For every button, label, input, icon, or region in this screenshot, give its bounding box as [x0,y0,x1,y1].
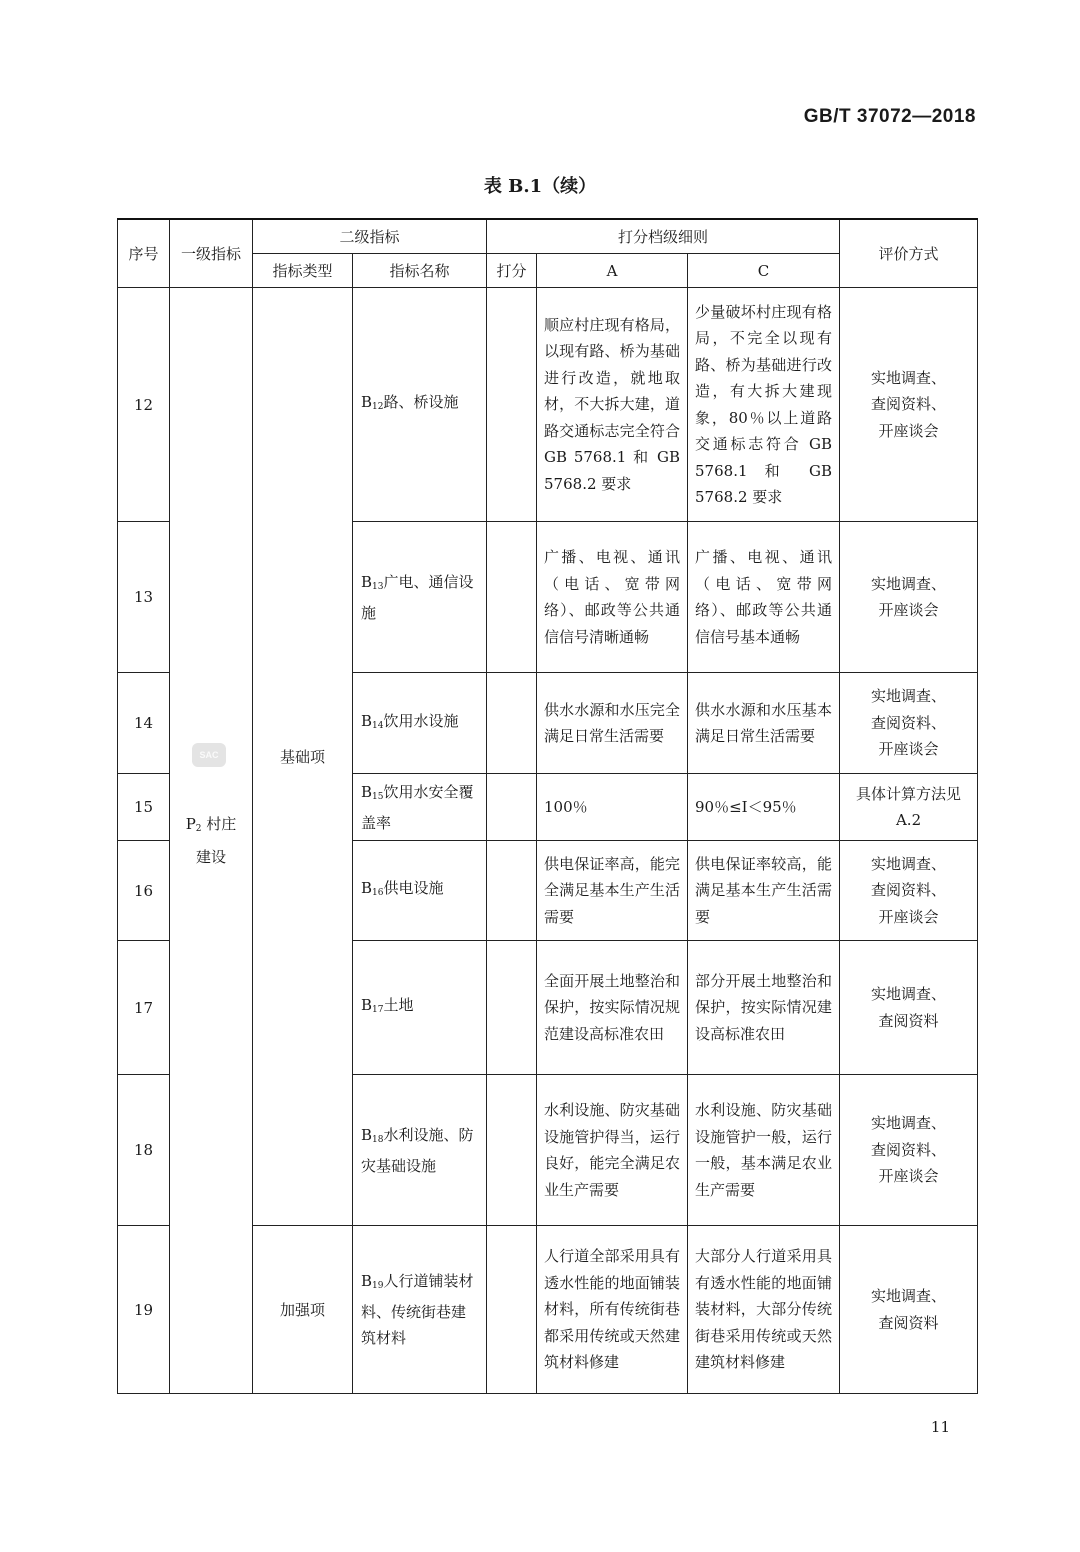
header-grade-a: A [537,254,688,288]
grade-a-cell: 全面开展土地整治和保护，按实际情况规范建设高标准农田 [537,941,688,1075]
row-seq: 19 [118,1226,170,1394]
indicator-label: 饮用水安全覆盖率 [361,782,474,832]
grade-a-cell: 顺应村庄现有格局，以现有路、桥为基础进行改造，就地取材，不大拆大建，道路交通标志完全符合 GB 5768.1 和 GB 5768.2 要求 [537,288,688,522]
score-cell [487,288,537,522]
header-grade-c: C [688,254,840,288]
eval-cell: 实地调查、开座谈会 [840,522,978,673]
eval-cell: 实地调查、查阅资料、开座谈会 [840,288,978,522]
grade-c-cell: 少量破坏村庄现有格局，不完全以现有路、桥为基础进行改造，有大拆大建现象，80％以上道路交通标志符合 GB 5768.1 和 GB 5768.2 要求 [688,288,840,522]
row-seq: 14 [118,673,170,774]
score-cell [487,1226,537,1394]
grade-c-cell: 90％≤I＜95％ [688,774,840,841]
header-level1: 一级指标 [170,219,253,288]
header-evaluation: 评价方式 [840,219,978,288]
eval-cell: 实地调查、查阅资料 [840,1226,978,1394]
grade-c-cell: 水利设施、防灾基础设施管护一般，运行一般，基本满足农业生产需要 [688,1075,840,1226]
type-basic-cell [253,288,353,1226]
indicator-sub: 14 [372,720,384,731]
sac-watermark: SAC [192,743,226,767]
grade-c-cell: 供电保证率较高，能满足基本生产生活需要 [688,841,840,941]
indicator-name [353,841,487,941]
indicator-sub: 17 [372,1005,384,1015]
evaluation-table [117,218,978,1394]
row-seq: 17 [118,941,170,1075]
indicator-sub: 12 [372,402,384,412]
indicator-name [353,288,487,522]
header-level2: 二级指标 [253,219,487,254]
page-number: 11 [930,1418,950,1436]
indicator-label: 饮用水设施 [383,711,459,730]
grade-c-cell: 供水水源和水压基本满足日常生活需要 [688,673,840,774]
indicator-code: B [361,393,373,411]
level1-line2: 建设 [195,848,226,866]
indicator-name [353,1075,487,1226]
score-cell [487,1075,537,1226]
grade-a-cell: 供水水源和水压完全满足日常生活需要 [537,673,688,774]
table-row [118,288,978,522]
eval-cell: 实地调查、查阅资料、开座谈会 [840,841,978,941]
indicator-sub: 15 [372,791,384,802]
score-cell [487,941,537,1075]
eval-cell: 实地调查、查阅资料、开座谈会 [840,673,978,774]
indicator-code: B [361,572,373,591]
row-seq: 18 [118,1075,170,1226]
row-seq: 13 [118,522,170,673]
score-cell [487,522,537,673]
header-seq: 序号 [118,219,170,288]
header-level2-name: 指标名称 [353,254,487,288]
indicator-code: B [361,879,373,897]
eval-cell: 实地调查、查阅资料 [840,941,978,1075]
grade-a-cell: 供电保证率高，能完全满足基本生产生活需要 [537,841,688,941]
grade-a-cell: 水利设施、防灾基础设施管护得当，运行良好，能完全满足农业生产需要 [537,1075,688,1226]
row-seq: 12 [118,288,170,522]
indicator-sub: 16 [372,888,384,898]
level1-cell [170,288,253,1394]
indicator-code: B [361,1272,373,1290]
indicator-label: 水利设施、防灾基础设施 [361,1125,474,1175]
standard-code: GB/T 37072—2018 [803,106,976,127]
indicator-label: 路、桥设施 [383,393,459,411]
level1-line1: 村庄 [206,815,237,833]
type-enhanced-cell [253,1226,353,1394]
header-rules: 打分档级细则 [487,219,840,254]
indicator-sub: 13 [372,581,384,592]
indicator-sub: 19 [372,1281,384,1291]
level1-prefix: P [185,815,196,833]
grade-c-cell: 广播、电视、通讯（电话、宽带网络）、邮政等公共通信信号基本通畅 [688,522,840,673]
indicator-label: 广电、通信设施 [361,572,474,622]
table-title: 表 B.1（续） [483,176,597,197]
indicator-code: B [361,996,373,1014]
indicator-name [353,522,487,673]
row-seq: 15 [118,774,170,841]
type-enhanced-label: 加强项 [279,1301,325,1319]
indicator-name [353,673,487,774]
grade-a-cell: 广播、电视、通讯（电话、宽带网络）、邮政等公共通信信号清晰通畅 [537,522,688,673]
indicator-code: B [361,782,373,801]
row-seq: 16 [118,841,170,941]
grade-a-cell: 人行道全部采用具有透水性能的地面铺装材料，所有传统街巷都采用传统或天然建筑材料修建 [537,1226,688,1394]
indicator-code: B [361,711,373,730]
grade-c-cell: 部分开展土地整治和保护，按实际情况建设高标准农田 [688,941,840,1075]
indicator-name [353,774,487,841]
indicator-label: 供电设施 [383,879,444,897]
score-cell [487,673,537,774]
header-level2-type: 指标类型 [253,254,353,288]
eval-cell: 具体计算方法见 A.2 [840,774,978,841]
header-row-1 [118,219,978,254]
indicator-name [353,941,487,1075]
score-cell [487,774,537,841]
indicator-label: 土地 [383,996,414,1014]
indicator-name [353,1226,487,1394]
score-cell [487,841,537,941]
header-score: 打分 [487,254,537,288]
type-basic-label: 基础项 [279,748,325,766]
indicator-code: B [361,1125,373,1144]
level1-sub: 2 [195,824,202,834]
grade-c-cell: 大部分人行道采用具有透水性能的地面铺装材料，大部分传统街巷采用传统或天然建筑材料修建 [688,1226,840,1394]
eval-cell: 实地调查、查阅资料、开座谈会 [840,1075,978,1226]
indicator-sub: 18 [372,1134,384,1145]
indicator-label: 人行道铺装材料、传统街巷建筑材料 [361,1272,474,1347]
grade-a-cell: 100％ [537,774,688,841]
